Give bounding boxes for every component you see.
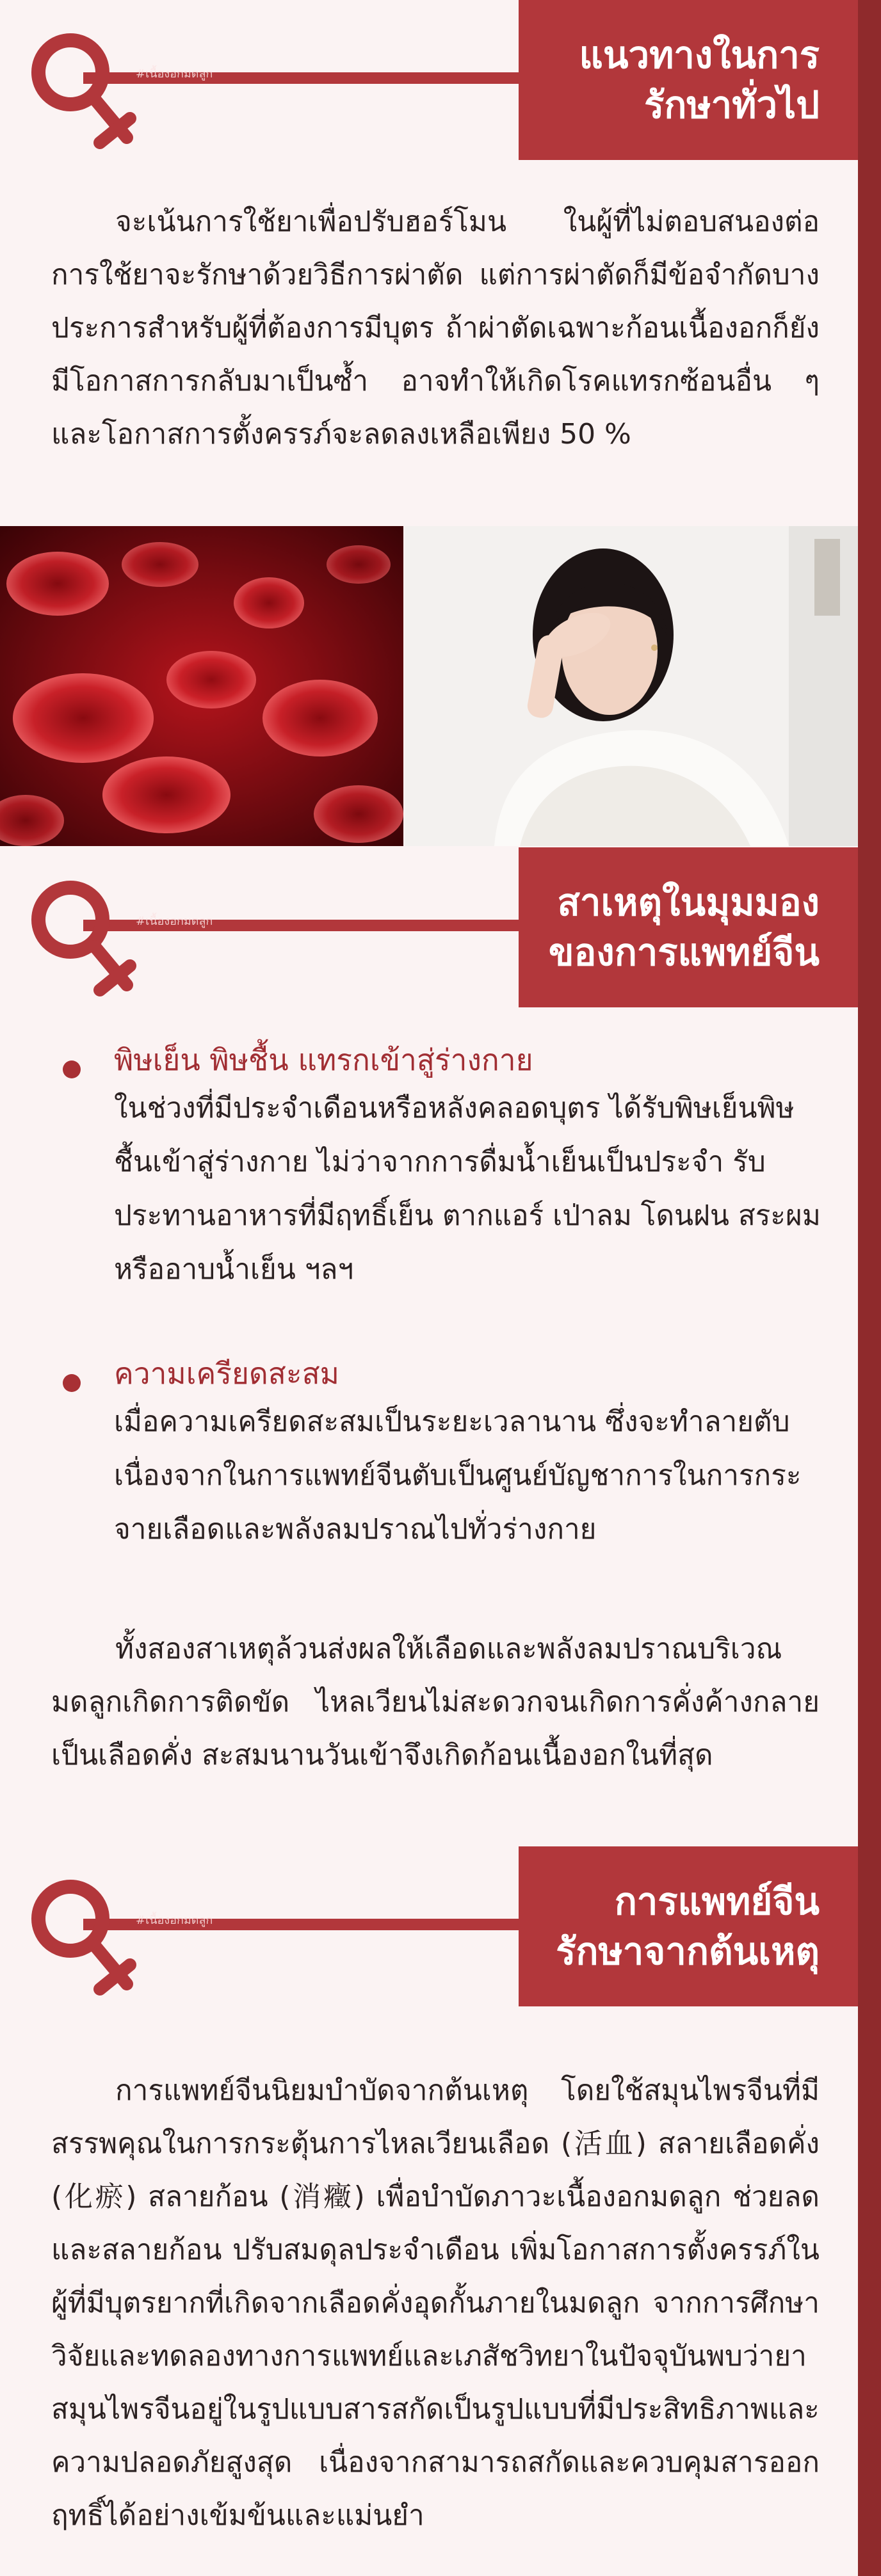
blood-cells-image [0,526,403,846]
causes-summary-paragraph: ทั้งสองสาเหตุล้วนส่งผลให้เลือดและพลังลมปราณบริเวณมดลูกเกิดการติดขัด ไหลเวียนไม่สะดวกจนเกิดการคั่งค้างกลายเป็นเลือดคั่ง สะสมนานวันเข้าจึงเกิดก้อนเนื้องอกในที่สุด [51,1633,820,1772]
female-symbol-icon [31,876,146,1004]
bullet-body-stress: เมื่อความเครียดสะสมเป็นระยะเวลานาน ซึ่งจะทำลายตับ เนื่องจากในการแพทย์จีนตับเป็นศูนย์บัญชาการในการกระจายเลือดและพลังลมปราณไปทั่วร่างกาย [114,1405,802,1546]
bullet-title-cold-damp: พิษเย็น พิษชื้น แทรกเข้าสู่ร่างกาย [114,1043,533,1077]
general-treatment-paragraph: จะเน้นการใช้ยาเพื่อปรับฮอร์โมน ในผู้ที่ไม่ตอบสนองต่อการใช้ยาจะรักษาด้วยวิธีการผ่าตัด แต่การผ่าตัดก็มีข้อจำกัดบางประการสำหรับผู้ที่ต้องการมีบุตร ถ้าผ่าตัดเฉพาะก้อนเนื้องอกก็ยังมีโอกาสการกลับมาเป็นซ้ำ อาจทำให้เกิดโรคแทรกซ้อนอื่น ๆ และโอกาสการตั้งครรภ์จะลดลงเหลือเพียง 50 % [51,205,820,451]
header-title-line1: การแพทย์จีน [614,1880,820,1923]
woman-headache-image [405,526,858,846]
header-title-box [519,847,858,1007]
bullet-dot [63,1374,81,1392]
section-header-general-treatment [0,0,858,160]
header-title-box [519,1846,858,2006]
header-title-box [519,0,858,160]
female-symbol-icon [31,1875,146,2003]
right-accent-bar [858,0,881,2576]
tcm-treatment-paragraph: การแพทย์จีนนิยมบำบัดจากต้นเหตุ โดยใช้สมุนไพรจีนที่มีสรรพคุณในการกระตุ้นการไหลเวียนเลือด (活血) สลายเลือดคั่ง (化瘀) สลายก้อน (消癥) เพื่อบำบัดภาวะเนื้องอกมดลูก ช่วยลดและสลายก้อน ปรับสมดุลประจำเดือน เพิ่มโอกาสการตั้งครรภ์ในผู้ที่มีบุตรยากที่เกิดจากเลือดคั่งอุดกั้นภายในมดลูก จากการศึกษาวิจัยและทดลองทางการแพทย์และเภสัชวิทยาในปัจจุบันพบว่ายาสมุนไพรจีนอยู่ในรูปแบบสารสกัดเป็นรูปแบบที่มีประสิทธิภาพและความปลอดภัยสูงสุด เนื่องจากสามารถสกัดและควบคุมสารออกฤทธิ์ได้อย่างเข้มข้นและแม่นยำ [51,2074,820,2532]
header-title-line2: ของการแพทย์จีน [548,931,820,974]
header-hashtag: #เนื้องอกมดลูก [136,67,213,81]
section-header-tcm-causes [0,847,858,1007]
header-title-line1: แนวทางในการ [579,33,820,77]
header-title-line2: รักษาจากต้นเหตุ [556,1930,820,1973]
bullet-dot [63,1060,81,1078]
header-title-line1: สาเหตุในมุมมอง [557,881,820,924]
bullet-title-stress: ความเครียดสะสม [114,1356,339,1391]
header-hashtag: #เนื้องอกมดลูก [136,1914,213,1927]
female-symbol-icon [31,29,146,157]
bullet-body-cold-damp: ในช่วงที่มีประจำเดือนหรือหลังคลอดบุตร ได้รับพิษเย็นพิษชื้นเข้าสู่ร่างกาย ไม่ว่าจากการดื่มน้ำเย็นเป็นประจำ รับประทานอาหารที่มีฤทธิ์เย็น ตากแอร์ เป่าลม โดนฝน สระผมหรืออาบน้ำเย็น ฯลฯ [114,1092,821,1286]
header-title-line2: รักษาทั่วไป [644,83,820,127]
header-hashtag: #เนื้องอกมดลูก [136,915,213,928]
section-header-tcm-treatment [0,1846,858,2006]
photo-row [0,526,858,846]
